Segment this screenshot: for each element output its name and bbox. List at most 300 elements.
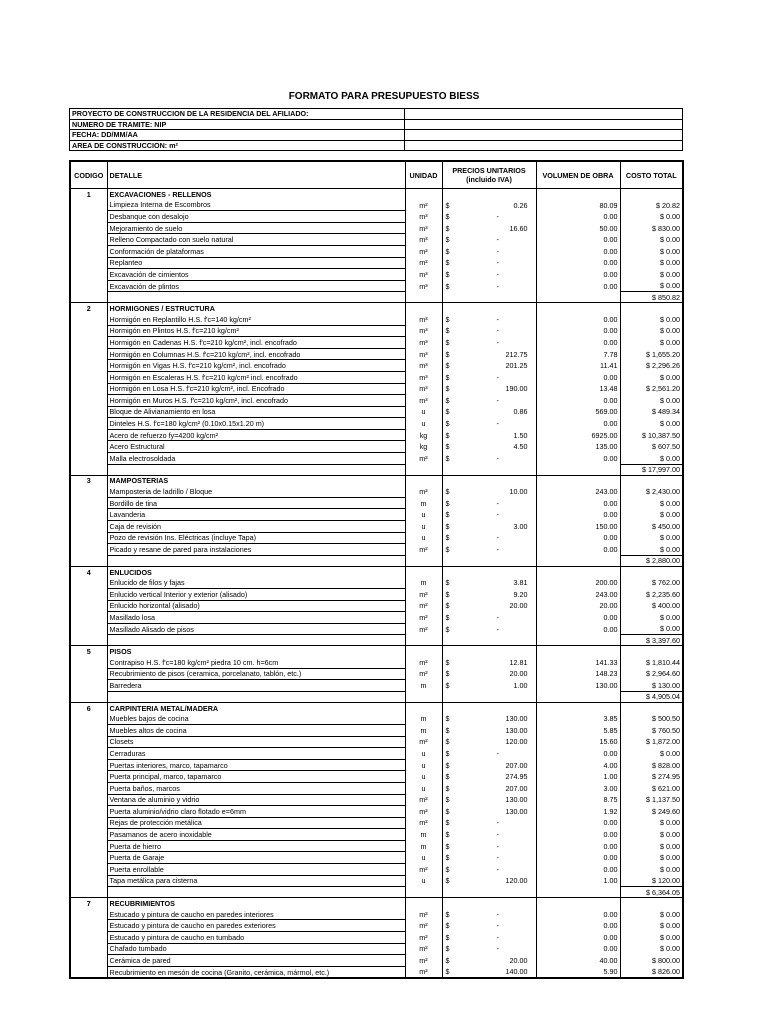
info-label: PROYECTO DE CONSTRUCCION DE LA RESIDENCIA DEL AFILIADO: <box>70 109 405 120</box>
item-total: $ 489.34 <box>620 406 683 418</box>
item-currency: $ <box>442 577 458 588</box>
item-volume: 130.00 <box>536 680 620 692</box>
item-unit-price: 190.00 <box>458 383 536 395</box>
item-unit: m³ <box>405 348 442 360</box>
item-detail: Hormigón en Replantillo H.S. f'c=140 kg/cm² <box>107 314 405 325</box>
item-total: $ 1,872.00 <box>620 736 683 748</box>
item-total: $ 828.00 <box>620 759 683 771</box>
item-unit: m³ <box>405 371 442 383</box>
item-volume: 0.00 <box>536 211 620 223</box>
item-currency: $ <box>442 840 458 852</box>
item-unit-price: 201.25 <box>458 360 536 372</box>
table-row <box>70 955 683 967</box>
subtotal-detail <box>107 635 405 646</box>
item-volume: 6925.00 <box>536 429 620 441</box>
table-row <box>70 909 683 920</box>
project-info-table <box>69 108 683 151</box>
item-currency: $ <box>442 759 458 771</box>
section-total <box>620 702 683 713</box>
section-row <box>70 566 683 577</box>
section-name: RECUBRIMIENTOS <box>107 898 405 909</box>
item-volume: 0.00 <box>536 280 620 292</box>
item-detail: Desbanque con desalojo <box>107 211 405 223</box>
item-currency: $ <box>442 955 458 967</box>
subtotal-currency <box>442 464 458 475</box>
item-volume: 0.00 <box>536 909 620 920</box>
item-total: $ 0.00 <box>620 453 683 465</box>
item-unit: m² <box>405 806 442 818</box>
item-detail: Enlucido horizontal (alisado) <box>107 600 405 612</box>
item-unit: m² <box>405 736 442 748</box>
item-volume: 0.00 <box>536 864 620 876</box>
item-volume: 15.60 <box>536 736 620 748</box>
item-total: $ 0.00 <box>620 245 683 257</box>
item-unit-price: - <box>458 829 536 841</box>
subtotal-currency <box>442 635 458 646</box>
section-volume <box>536 566 620 577</box>
item-unit-price: - <box>458 864 536 876</box>
item-unit-price: - <box>458 840 536 852</box>
item-volume: 1.92 <box>536 806 620 818</box>
subtotal-currency <box>442 555 458 566</box>
item-unit-price: 20.00 <box>458 955 536 967</box>
item-unit: m³ <box>405 314 442 325</box>
info-label: AREA DE CONSTRUCCION: m² <box>70 140 405 151</box>
item-unit-price: - <box>458 211 536 223</box>
item-unit: u <box>405 852 442 864</box>
info-row <box>70 119 683 130</box>
item-currency: $ <box>442 920 458 932</box>
item-total: $ 0.00 <box>620 325 683 337</box>
item-total: $ 800.00 <box>620 955 683 967</box>
item-code <box>70 429 107 441</box>
item-code <box>70 759 107 771</box>
section-code: 5 <box>70 646 107 657</box>
info-value[interactable] <box>405 130 683 141</box>
item-total: $ 0.00 <box>620 280 683 292</box>
item-unit-price: - <box>458 325 536 337</box>
item-detail: Bordillo de tina <box>107 497 405 509</box>
subtotal-detail <box>107 887 405 898</box>
item-currency: $ <box>442 724 458 736</box>
item-currency: $ <box>442 748 458 760</box>
table-row <box>70 736 683 748</box>
item-detail: Puerta principal, marco, tapamarco <box>107 771 405 783</box>
info-value[interactable] <box>405 140 683 151</box>
item-unit: m <box>405 577 442 588</box>
item-detail: Relleno Compactado con suelo natural <box>107 234 405 246</box>
subtotal-detail <box>107 464 405 475</box>
item-total: $ 2,296.26 <box>620 360 683 372</box>
section-code: 2 <box>70 303 107 314</box>
item-code <box>70 453 107 465</box>
item-total: $ 0.00 <box>620 840 683 852</box>
item-currency: $ <box>442 429 458 441</box>
item-currency: $ <box>442 222 458 234</box>
item-code <box>70 713 107 724</box>
item-volume: 0.00 <box>536 257 620 269</box>
item-currency: $ <box>442 360 458 372</box>
item-unit-price: - <box>458 943 536 955</box>
cost-header: COSTO TOTAL <box>620 161 683 189</box>
item-unit-price: - <box>458 612 536 624</box>
item-currency: $ <box>442 829 458 841</box>
item-currency: $ <box>442 612 458 624</box>
item-volume: 148.23 <box>536 668 620 680</box>
table-row <box>70 406 683 418</box>
item-volume: 3.85 <box>536 713 620 724</box>
table-row <box>70 864 683 876</box>
item-volume: 150.00 <box>536 521 620 533</box>
item-detail: Dinteles H.S. f'c=180 kg/cm² (0.10x0.15x1.20 m) <box>107 418 405 430</box>
item-detail: Hormigón en Losa H.S. f'c=210 kg/cm², incl. Encofrado <box>107 383 405 395</box>
item-currency: $ <box>442 794 458 806</box>
item-unit-price: 10.00 <box>458 486 536 497</box>
unit-header: UNIDAD <box>405 161 442 189</box>
subtotal-row <box>70 464 683 475</box>
section-code: 7 <box>70 898 107 909</box>
table-row <box>70 544 683 556</box>
item-detail: Recubrimiento de pisos (ceramica, porcelanato, tablón, etc.) <box>107 668 405 680</box>
table-row <box>70 920 683 932</box>
item-unit-price: - <box>458 371 536 383</box>
item-detail: Mejoramiento de suelo <box>107 222 405 234</box>
item-code <box>70 852 107 864</box>
item-currency: $ <box>442 544 458 556</box>
item-unit: m³ <box>405 325 442 337</box>
item-volume: 0.00 <box>536 829 620 841</box>
item-unit: m <box>405 713 442 724</box>
section-total <box>620 898 683 909</box>
item-detail: Enlucido de filos y fajas <box>107 577 405 588</box>
section-subtotal: $ 17,997.00 <box>620 464 683 475</box>
section-name: ENLUCIDOS <box>107 566 405 577</box>
volume-header: VOLUMEN DE OBRA <box>536 161 620 189</box>
item-unit-price: 207.00 <box>458 782 536 794</box>
item-code <box>70 724 107 736</box>
item-volume: 0.00 <box>536 612 620 624</box>
item-code <box>70 418 107 430</box>
item-code <box>70 245 107 257</box>
item-unit-price: 12.81 <box>458 657 536 668</box>
section-subtotal: $ 3,397.60 <box>620 635 683 646</box>
subtotal-volume <box>536 555 620 566</box>
section-total <box>620 475 683 486</box>
item-detail: Pasamanos de acero inoxidable <box>107 829 405 841</box>
item-code <box>70 544 107 556</box>
item-unit-price: 274.95 <box>458 771 536 783</box>
item-unit-price: - <box>458 269 536 281</box>
item-unit-price: 20.00 <box>458 600 536 612</box>
item-unit: u <box>405 759 442 771</box>
item-volume: 11.41 <box>536 360 620 372</box>
item-currency: $ <box>442 943 458 955</box>
item-total: $ 249.60 <box>620 806 683 818</box>
item-unit: m² <box>405 257 442 269</box>
item-detail: Hormigón en Vigas H.S. f'c=210 kg/cm², incl. encofrado <box>107 360 405 372</box>
item-detail: Rejas de protección metálica <box>107 817 405 829</box>
item-unit: m² <box>405 486 442 497</box>
subtotal-detail <box>107 292 405 303</box>
info-value[interactable] <box>405 109 683 120</box>
section-price <box>458 702 536 713</box>
section-currency <box>442 898 458 909</box>
item-code <box>70 864 107 876</box>
item-total: $ 760.50 <box>620 724 683 736</box>
table-row <box>70 623 683 635</box>
item-volume: 8.75 <box>536 794 620 806</box>
section-unit <box>405 303 442 314</box>
item-currency: $ <box>442 864 458 876</box>
item-unit-price: 0.26 <box>458 200 536 211</box>
subtotal-unit <box>405 887 442 898</box>
section-subtotal: $ 2,880.00 <box>620 555 683 566</box>
subtotal-volume <box>536 691 620 702</box>
table-row <box>70 612 683 624</box>
item-unit: m² <box>405 966 442 978</box>
item-unit-price: 212.75 <box>458 348 536 360</box>
item-unit-price: 3.81 <box>458 577 536 588</box>
item-detail: Hormigón en Columnas H.S. f'c=210 kg/cm², incl. encofrado <box>107 348 405 360</box>
item-detail: Ventana de aluminio y vidrio <box>107 794 405 806</box>
item-code <box>70 325 107 337</box>
item-detail: Estucado y pintura de caucho en paredes interiores <box>107 909 405 920</box>
section-unit <box>405 702 442 713</box>
item-total: $ 1,655.20 <box>620 348 683 360</box>
item-volume: 0.00 <box>536 920 620 932</box>
item-detail: Muebles bajos de cocina <box>107 713 405 724</box>
item-currency: $ <box>442 657 458 668</box>
item-volume: 0.00 <box>536 325 620 337</box>
item-currency: $ <box>442 314 458 325</box>
item-code <box>70 668 107 680</box>
item-code <box>70 771 107 783</box>
subtotal-price <box>458 464 536 475</box>
item-unit-price: - <box>458 852 536 864</box>
item-total: $ 0.00 <box>620 234 683 246</box>
item-detail: Masillado losa <box>107 612 405 624</box>
item-detail: Hormigón en Muros H.S. f'c=210 kg/cm², incl. encofrado <box>107 395 405 407</box>
table-row <box>70 360 683 372</box>
table-row <box>70 829 683 841</box>
section-volume <box>536 702 620 713</box>
item-total: $ 0.00 <box>620 829 683 841</box>
item-unit-price: 130.00 <box>458 724 536 736</box>
table-row <box>70 200 683 211</box>
item-unit: m² <box>405 544 442 556</box>
item-detail: Hormigón en Cadenas H.S. f'c=210 kg/cm², incl. encofrado <box>107 337 405 349</box>
item-total: $ 500.50 <box>620 713 683 724</box>
item-unit: u <box>405 875 442 887</box>
item-unit-price: - <box>458 395 536 407</box>
item-total: $ 1,810.44 <box>620 657 683 668</box>
section-code: 4 <box>70 566 107 577</box>
item-currency: $ <box>442 441 458 453</box>
section-volume <box>536 475 620 486</box>
item-volume: 4.00 <box>536 759 620 771</box>
item-code <box>70 577 107 588</box>
item-currency: $ <box>442 966 458 978</box>
item-currency: $ <box>442 668 458 680</box>
section-unit <box>405 189 442 200</box>
item-total: $ 762.00 <box>620 577 683 588</box>
item-currency: $ <box>442 909 458 920</box>
section-total <box>620 303 683 314</box>
item-volume: 0.00 <box>536 852 620 864</box>
table-row <box>70 600 683 612</box>
item-total: $ 2,964.60 <box>620 668 683 680</box>
item-total: $ 830.00 <box>620 222 683 234</box>
item-unit: m³ <box>405 395 442 407</box>
table-row <box>70 395 683 407</box>
item-code <box>70 348 107 360</box>
table-row <box>70 852 683 864</box>
table-row <box>70 680 683 692</box>
item-currency: $ <box>442 771 458 783</box>
section-price <box>458 475 536 486</box>
subtotal-code <box>70 555 107 566</box>
item-unit-price: 9.20 <box>458 589 536 601</box>
item-detail: Lavanderia <box>107 509 405 521</box>
item-currency: $ <box>442 325 458 337</box>
item-unit: m <box>405 497 442 509</box>
item-unit: m³ <box>405 383 442 395</box>
item-total: $ 621.00 <box>620 782 683 794</box>
item-code <box>70 623 107 635</box>
section-name: HORMIGONES / ESTRUCTURA <box>107 303 405 314</box>
info-value[interactable] <box>405 119 683 130</box>
item-total: $ 1,137.50 <box>620 794 683 806</box>
table-row <box>70 280 683 292</box>
item-unit: m³ <box>405 360 442 372</box>
section-currency <box>442 646 458 657</box>
section-total <box>620 566 683 577</box>
item-volume: 0.00 <box>536 623 620 635</box>
info-row <box>70 140 683 151</box>
item-detail: Closets <box>107 736 405 748</box>
table-row <box>70 383 683 395</box>
item-unit-price: - <box>458 245 536 257</box>
table-row <box>70 794 683 806</box>
item-detail: Tapa metálica para cisterna <box>107 875 405 887</box>
item-volume: 0.00 <box>536 245 620 257</box>
item-volume: 3.00 <box>536 782 620 794</box>
item-unit-price: - <box>458 314 536 325</box>
item-code <box>70 966 107 978</box>
item-unit-price: 130.00 <box>458 806 536 818</box>
item-unit: u <box>405 521 442 533</box>
item-code <box>70 314 107 325</box>
table-row <box>70 325 683 337</box>
subtotal-detail <box>107 691 405 702</box>
item-currency: $ <box>442 782 458 794</box>
item-detail: Acero de refuerzo fy=4200 kg/cm² <box>107 429 405 441</box>
info-row <box>70 109 683 120</box>
item-detail: Cerraduras <box>107 748 405 760</box>
item-code <box>70 829 107 841</box>
item-unit: m² <box>405 864 442 876</box>
table-row <box>70 657 683 668</box>
item-code <box>70 371 107 383</box>
table-row <box>70 840 683 852</box>
item-volume: 1.00 <box>536 771 620 783</box>
item-unit: m³ <box>405 234 442 246</box>
item-currency: $ <box>442 532 458 544</box>
item-currency: $ <box>442 257 458 269</box>
item-currency: $ <box>442 817 458 829</box>
item-volume: 0.00 <box>536 840 620 852</box>
item-total: $ 0.00 <box>620 211 683 223</box>
info-label: NUMERO DE TRAMITE: NIP <box>70 119 405 130</box>
section-unit <box>405 646 442 657</box>
table-row <box>70 453 683 465</box>
table-row <box>70 782 683 794</box>
section-currency <box>442 566 458 577</box>
item-code <box>70 955 107 967</box>
code-header: CODIGO <box>70 161 107 189</box>
item-detail: Muebles altos de cocina <box>107 724 405 736</box>
subtotal-code <box>70 887 107 898</box>
table-row <box>70 532 683 544</box>
item-unit-price: 120.00 <box>458 736 536 748</box>
table-row <box>70 509 683 521</box>
item-total: $ 274.95 <box>620 771 683 783</box>
item-currency: $ <box>442 497 458 509</box>
item-unit: m² <box>405 623 442 635</box>
item-total: $ 10,387.50 <box>620 429 683 441</box>
item-volume: 0.00 <box>536 269 620 281</box>
subtotal-volume <box>536 292 620 303</box>
item-total: $ 0.00 <box>620 269 683 281</box>
section-price <box>458 898 536 909</box>
item-code <box>70 680 107 692</box>
item-total: $ 0.00 <box>620 612 683 624</box>
item-currency: $ <box>442 806 458 818</box>
section-unit <box>405 566 442 577</box>
table-row <box>70 577 683 588</box>
item-volume: 0.00 <box>536 544 620 556</box>
item-unit: m² <box>405 245 442 257</box>
item-total: $ 0.00 <box>620 864 683 876</box>
item-detail: Conformación de plataformas <box>107 245 405 257</box>
item-unit-price: - <box>458 418 536 430</box>
section-name: EXCAVACIONES - RELLENOS <box>107 189 405 200</box>
info-label: FECHA: DD/MM/AA <box>70 130 405 141</box>
item-total: $ 0.00 <box>620 395 683 407</box>
item-code <box>70 383 107 395</box>
item-unit: m² <box>405 612 442 624</box>
item-unit-price: - <box>458 909 536 920</box>
table-row <box>70 429 683 441</box>
table-row <box>70 771 683 783</box>
item-unit-price: 20.00 <box>458 668 536 680</box>
subtotal-price <box>458 635 536 646</box>
item-volume: 0.00 <box>536 817 620 829</box>
item-currency: $ <box>442 486 458 497</box>
item-detail: Hormigón en Escaleras H.S. f'c=210 kg/cm² incl. encofrado <box>107 371 405 383</box>
item-code <box>70 932 107 944</box>
item-code <box>70 817 107 829</box>
table-row <box>70 314 683 325</box>
section-name: MAMPOSTERIAS <box>107 475 405 486</box>
item-total: $ 450.00 <box>620 521 683 533</box>
item-currency: $ <box>442 395 458 407</box>
item-code <box>70 211 107 223</box>
table-row <box>70 748 683 760</box>
item-total: $ 2,561.20 <box>620 383 683 395</box>
item-total: $ 0.00 <box>620 932 683 944</box>
item-volume: 0.00 <box>536 453 620 465</box>
